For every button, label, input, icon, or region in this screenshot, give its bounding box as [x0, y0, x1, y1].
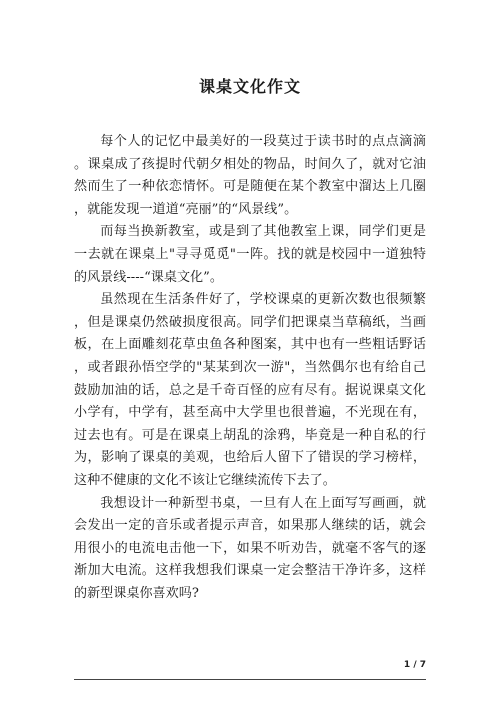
paragraph-2: 而每当换新教室，或是到了其他教室上课，同学们更是一去就在课桌上"寻寻觅觅"一阵。找的就是校园中一道独特的风景线----“课桌文化”。	[74, 224, 426, 285]
document-body	[74, 131, 426, 605]
footer-divider	[74, 679, 426, 680]
paragraph-4: 我想设计一种新型书桌，一旦有人在上面写写画画，就会发出一定的音乐或者提示声音，如果那人继续的话，就会用很小的电流电击他一下，如果不听劝告，就毫不客气的逐渐加大电流。这样我想我们课桌一定会整洁干净许多，这样的新型课桌你喜欢吗?	[74, 495, 426, 601]
page-number: 1 / 7	[403, 660, 426, 670]
document-title: 课桌文化作文	[198, 77, 301, 96]
paragraph-1: 每个人的记忆中最美好的一段莫过于读书时的点点滴滴。课桌成了孩提时代朝夕相处的物品，时间久了，就对它油然而生了一种依恋情怀。可是随便在某个教室中溜达上几圈，就能发现一道道“亮丽”的“风景线”。	[74, 134, 426, 217]
paragraph-3: 虽然现在生活条件好了，学校课桌的更新次数也很频繁，但是课桌仍然破损度很高。同学们把课桌当草稿纸，当画板，在上面雕刻花草虫鱼各种图案，其中也有一些粗话野话，或者跟孙悟空学的"某某到次一游"，当然偶尔也有给自己鼓励加油的话，总之是千奇百怪的应有尽有。据说课桌文化小学有，中学有，甚至高中大学里也很普遍，不光现在有，过去也有。可是在课桌上胡乱的涂鸦，毕竟是一种自私的行为，影响了课桌的美观，也给后人留下了错误的学习榜样，这种不健康的文化不该让它继续流传下去了。	[74, 292, 426, 488]
